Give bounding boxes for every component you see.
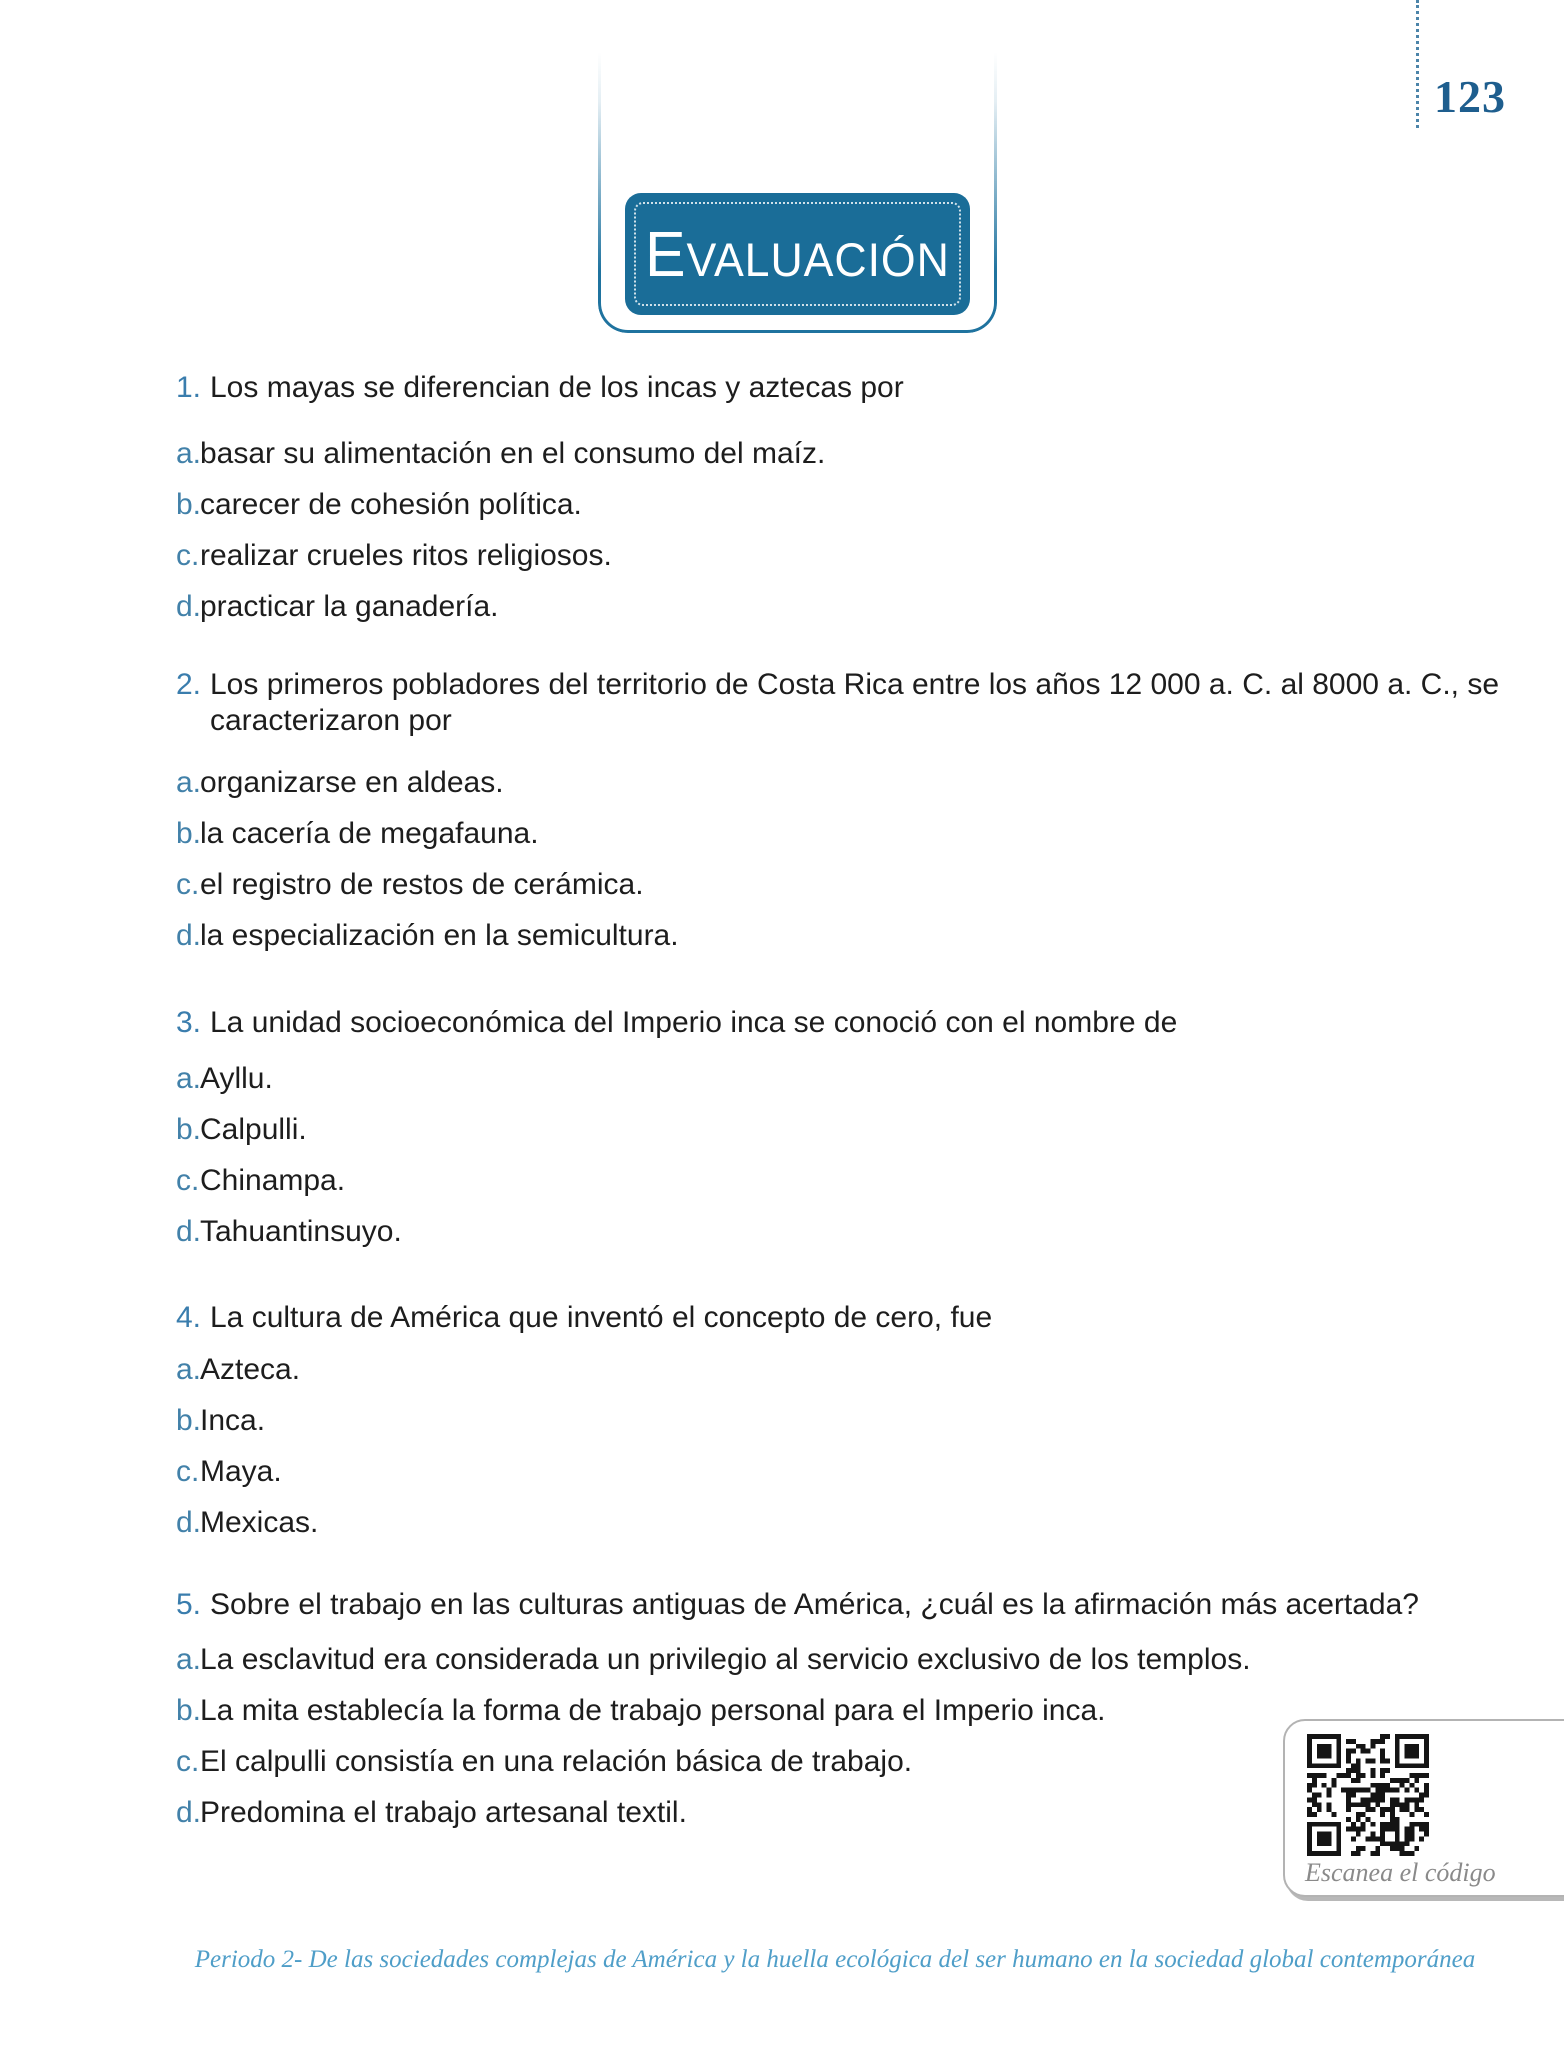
option-row (0, 589, 1564, 625)
option-text: El calpulli consistía en una relación básica de trabajo. (200, 1745, 913, 1778)
option-row (0, 1112, 1564, 1148)
option-text: realizar crueles ritos religiosos. (200, 539, 612, 572)
option-letter: a. (176, 1353, 202, 1386)
option-text: Calpulli. (200, 1113, 307, 1146)
question-text: 4. La cultura de América que inventó el concepto de cero, fue (176, 1301, 993, 1334)
question-text: 3. La unidad socioeconómica del Imperio inca se conoció con el nombre de (176, 1006, 1178, 1039)
option-letter: c. (176, 868, 200, 901)
option-text: la cacería de megafauna. (200, 817, 539, 850)
option-letter: a. (176, 766, 202, 799)
option-letter: c. (176, 1455, 200, 1488)
option-text: Ayllu. (200, 1062, 273, 1095)
option-letter: b. (176, 488, 202, 521)
option-row (0, 1642, 1564, 1678)
question-4 (0, 1300, 1564, 1541)
option-row (0, 867, 1564, 903)
option-letter: a. (176, 1062, 202, 1095)
qr-caption: Escanea el código (1305, 1858, 1496, 1887)
option-letter: c. (176, 539, 200, 572)
question-text: 5. Sobre el trabajo en las culturas antiguas de América, ¿cuál es la afirmación más acertada? (176, 1588, 1419, 1621)
evaluation-badge (625, 193, 970, 315)
option-row (0, 538, 1564, 574)
option-row (0, 1505, 1564, 1541)
option-letter: c. (176, 1164, 200, 1197)
option-letter: b. (176, 1404, 202, 1437)
option-text: Mexicas. (200, 1506, 319, 1539)
qr-panel (1283, 1719, 1564, 1897)
option-letter: c. (176, 1745, 200, 1778)
option-letter: d. (176, 590, 202, 623)
option-row (0, 1403, 1564, 1439)
page-corner-dotted-rule (1416, 0, 1419, 128)
option-row (0, 436, 1564, 472)
option-text: carecer de cohesión política. (200, 488, 582, 521)
page-title: EVALUACIÓN (645, 218, 950, 290)
option-letter: a. (176, 1643, 202, 1676)
option-text: Tahuantinsuyo. (200, 1215, 402, 1248)
option-letter: d. (176, 919, 202, 952)
option-row (0, 1352, 1564, 1388)
option-letter: d. (176, 1215, 202, 1248)
option-letter: b. (176, 817, 202, 850)
option-row (0, 1061, 1564, 1097)
option-letter: d. (176, 1796, 202, 1829)
option-row (0, 1214, 1564, 1250)
option-text: Azteca. (200, 1353, 301, 1386)
option-text: organizarse en aldeas. (200, 766, 504, 799)
footer-text: Periodo 2- De las sociedades complejas de América y la huella ecológica del ser humano en la sociedad global contemporánea (194, 1946, 1476, 1973)
option-text: basar su alimentación en el consumo del maíz. (200, 437, 826, 470)
option-text: Inca. (200, 1404, 266, 1437)
option-text: practicar la ganadería. (200, 590, 499, 623)
page-number: 123 (1434, 71, 1506, 122)
question-number: 1. (176, 371, 202, 404)
option-text: La mita establecía la forma de trabajo personal para el Imperio inca. (200, 1694, 1106, 1727)
option-text: Chinampa. (200, 1164, 346, 1197)
question-text: 2. Los primeros pobladores del territorio de Costa Rica entre los años 12 000 a. C. al 8000 a. C., se caracterizaron por (176, 668, 1500, 737)
option-text: Predomina el trabajo artesanal textil. (200, 1796, 687, 1829)
option-text: el registro de restos de cerámica. (200, 868, 644, 901)
option-row (0, 1163, 1564, 1199)
question-number: 4. (176, 1301, 202, 1334)
option-text: Maya. (200, 1455, 282, 1488)
option-letter: d. (176, 1506, 202, 1539)
option-row (0, 1454, 1564, 1490)
option-row (0, 816, 1564, 852)
qr-code-icon (1307, 1734, 1429, 1856)
option-row (0, 918, 1564, 954)
option-text: La esclavitud era considerada un privilegio al servicio exclusivo de los templos. (200, 1643, 1251, 1676)
question-3 (0, 1005, 1564, 1250)
question-text: 1. Los mayas se diferencian de los incas y aztecas por (176, 371, 904, 404)
question-1 (0, 370, 1564, 625)
question-2 (0, 667, 1564, 954)
question-number: 2. (176, 668, 202, 701)
questions-list (0, 370, 1564, 1831)
option-letter: b. (176, 1694, 202, 1727)
option-text: la especialización en la semicultura. (200, 919, 679, 952)
option-letter: a. (176, 437, 202, 470)
option-letter: b. (176, 1113, 202, 1146)
option-row (0, 765, 1564, 801)
question-number: 3. (176, 1006, 202, 1039)
option-row (0, 487, 1564, 523)
question-number: 5. (176, 1588, 202, 1621)
